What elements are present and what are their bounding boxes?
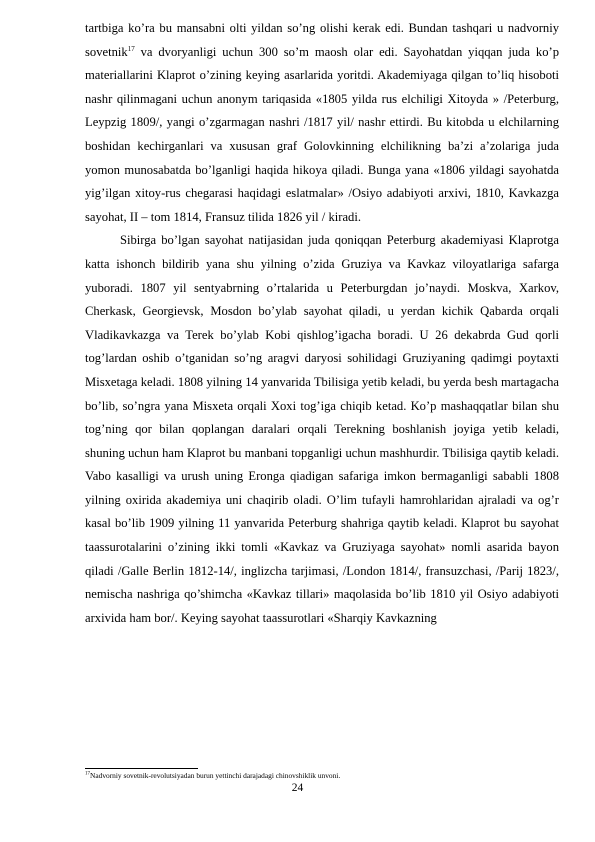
footnote-marker: 17 — [85, 771, 90, 777]
footnote-reference[interactable]: 17 — [127, 44, 135, 53]
footnote-divider — [85, 768, 198, 769]
paragraph-1-text-b: va dvoryanligi uchun 300 so’m maosh olar edi. Sayohatdan yiqqan juda ko’p materiallarini Klaprot o’zining keying asarlarida yoritdi. Akademiyaga qilgan to’liq hisoboti nashr qilinmagani uchun anonym tariqasida «1805 yilda rus elchiligi Xitoyda » /Peterburg, Leypzig 1809/, yangi o’zgarmagan nashri /1817 yil/ nashr ettirdi. Bu kitobda u elchilarning boshidan kechirganlari va xususan graf Golovkinning elchilikning ba’zi a’zolariga juda yomon munosabatda bo’lganligi haqida hikoya qiladi. Bunga yana «1806 yildagi sayohatda yig’ilgan xitoy-rus chegarasi haqidagi eslatmalar» /Osiyo adabiyoti arxivi, 1810, Kavkazga sayohat, II – tom 1814, Fransuz tilida 1826 yil / kiradi. — [85, 44, 559, 224]
page-number: 24 — [291, 782, 304, 794]
page-body — [85, 17, 559, 630]
paragraph-1 — [85, 17, 559, 229]
paragraph-1-text-a: tartbiga ko’ra bu mansabni olti yildan so’ng olishi kerak edi. Bundan tashqari u nadvorniy sovetnik — [85, 21, 559, 59]
paragraph-2: Sibirga bo’lgan sayohat natijasidan juda qoniqqan Peterburg akademiyasi Klaprotga katta ishonch bildirib yana shu yilning o’zida Gruziya va Kavkaz viloyatlariga safarga yuboradi. 1807 yil sentyabrning o’rtalarida u Peterburgdan jo’naydi. Moskva, Xarkov, Cherkask, Georgievsk, Mosdon bo’ylab sayohat qiladi, u yerdan kichik Qabarda orqali Vladikavkazga va Terek bo’ylab Kobi qishlog’igacha boradi. U 26 dekabrda Gud qorli tog’lardan oshib o’tganidan so’ng aragvi daryosi sohilidagi Gruziyaning qadimgi poytaxti Misxetaga keladi. 1808 yilning 14 yanvarida Tbilisiga yetib keladi, bu yerda besh martagacha bo’lib, so’ngra yana Misxeta orqali Xoxi tog’iga chiqib ketad. Ko’p mashaqqatlar bilan shu tog’ning qor bilan qoplangan daralari orqali Terekning boshlanish joyiga yetib keladi, shuning uchun ham Klaprot bu manbani topganligi uchun mashhurdir. Tbilisiga qaytib keladi. Vabo kasalligi va urush uning Eronga qiadigan safariga imkon bermaganligi sababli 1808 yilning oxirida akademiya uni chaqirib oladi. O’lim tufayli hamrohlaridan ajraladi va og’r kasal bo’lib 1909 yilning 11 yanvarida Peterburg shahriga qaytib keladi. Klaprot bu sayohat taassurotalarini o’zining ikki tomli «Kavkaz va Gruziyaga sayohat» nomli asarida bayon qiladi /Galle Berlin 1812-14/, inglizcha tarjimasi, /London 1814/, fransuzchasi, /Parij 1823/, nemischa nashriga qo’shimcha «Kavkaz tillari» maqolasida bo’lib 1810 yil Osiyo adabiyoti arxivida ham bor/. Keying sayohat taassurotlari «Sharqiy Kavkazning — [85, 233, 559, 625]
footnote-text: Nadvorniy sovetnik-revolutsiyadan burun yettinchi darajadagi chinovshiklik unvoni. — [90, 771, 341, 780]
footnote — [85, 771, 559, 780]
